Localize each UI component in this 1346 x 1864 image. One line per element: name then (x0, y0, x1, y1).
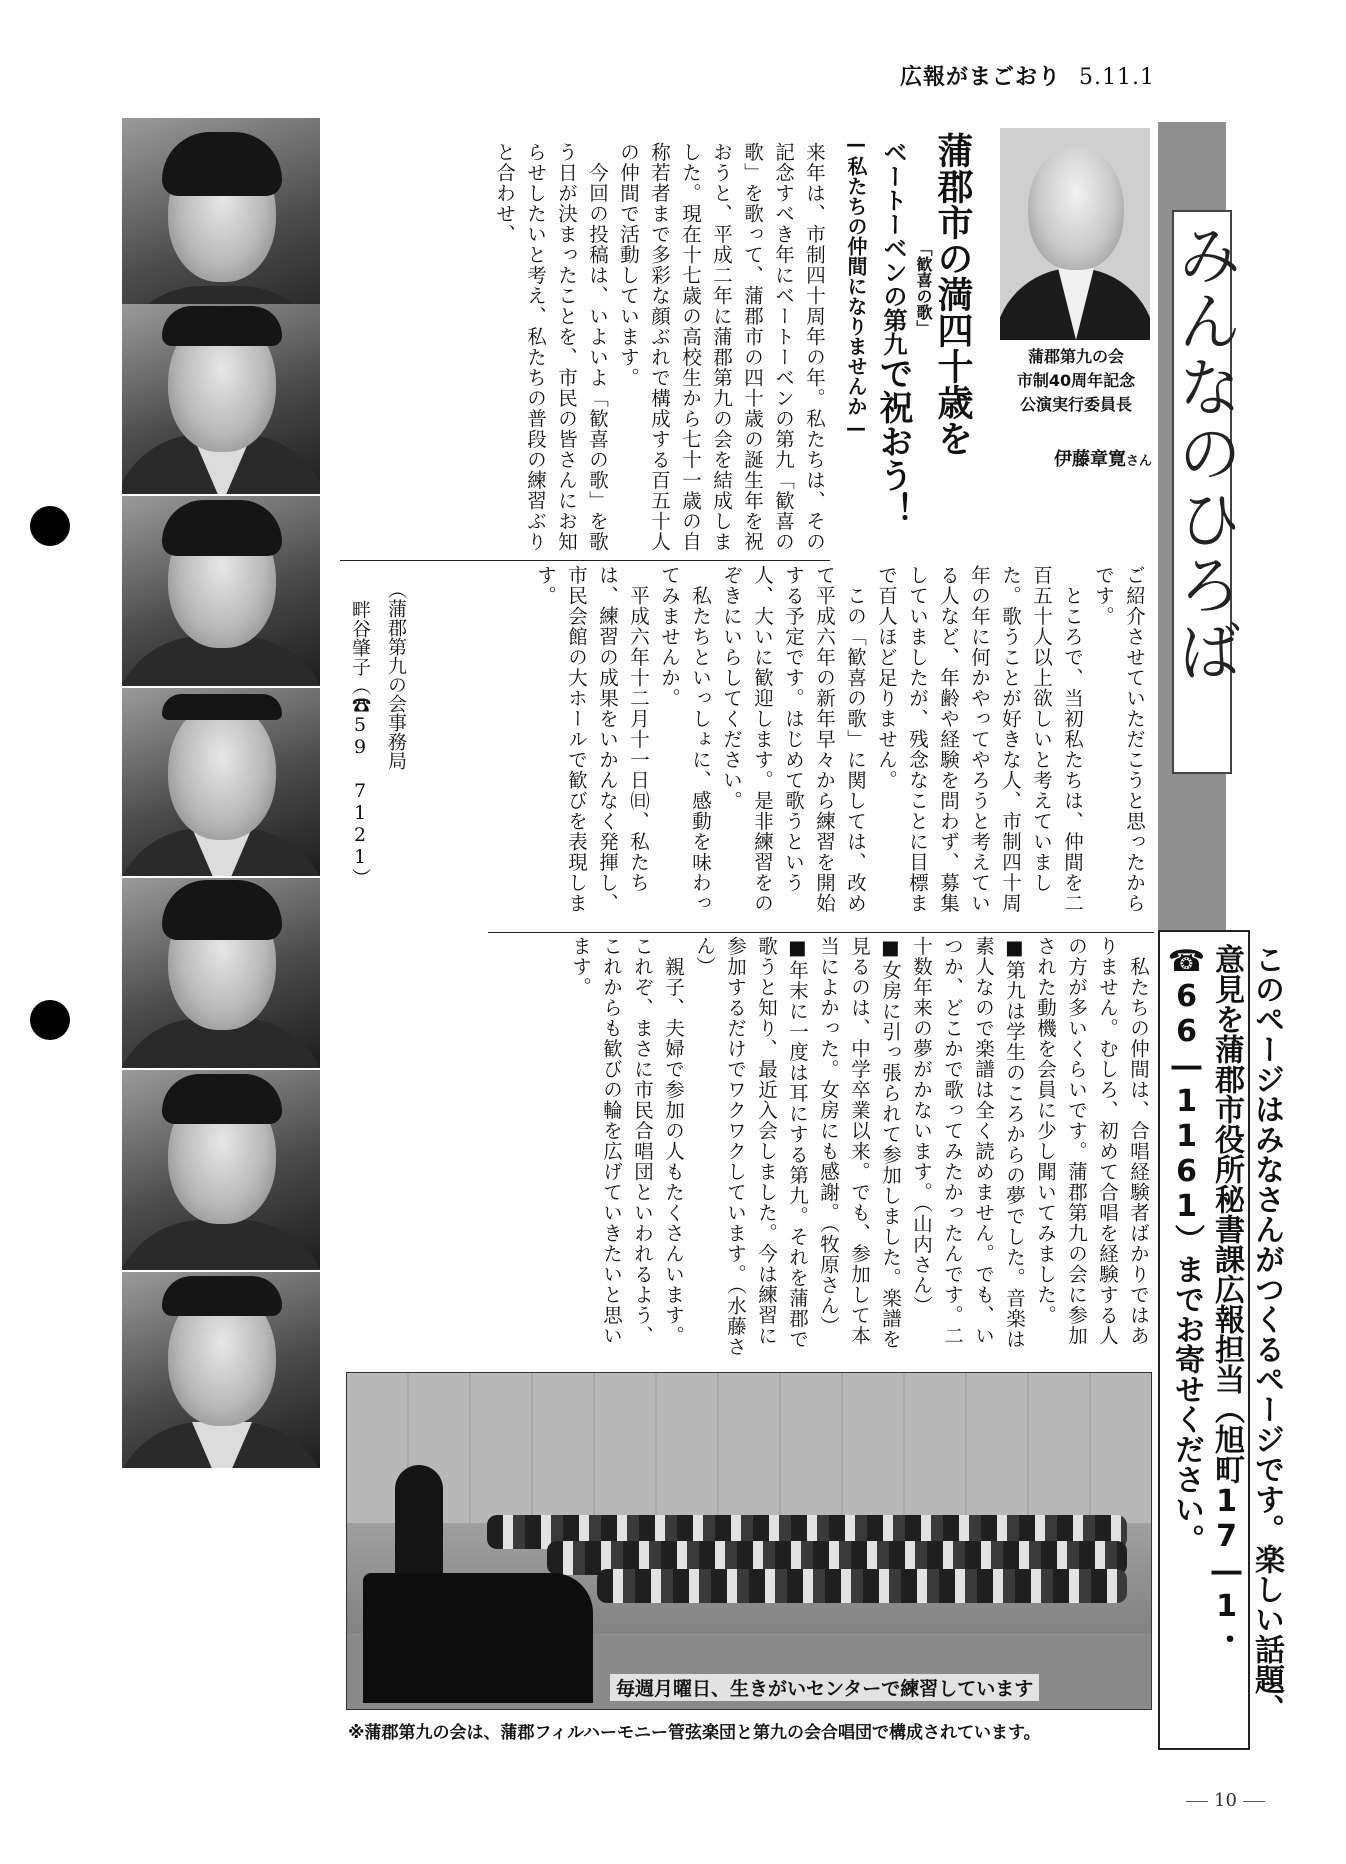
article-text-top (534, 565, 1150, 932)
chairman-name (996, 445, 1152, 471)
choir-rehearsal-photo (346, 1372, 1152, 1710)
section-title: みんなのひろば (1167, 222, 1241, 684)
page-header (900, 60, 1155, 91)
singer-photo (122, 878, 320, 1068)
chairman-portrait (1000, 128, 1150, 340)
headline: 蒲郡市の満四十歳を (932, 132, 973, 456)
caption-line: 公演実行委員長 (1019, 395, 1132, 414)
contact-person: 畔谷肇子（☎59 7121） (349, 600, 371, 887)
subheadline (873, 140, 913, 610)
intro-paragraph: 来年は、市制四十周年の年。私たちは、その記念すべき年にベートーベンの第九「歓喜の歌」を歌って、蒲郡市の四十歳の誕生年を祝おうと、平成二年に蒲郡第九の会を結成しました。現在十七歳の高校生から七十一歳の自称若者まで多彩な顔ぶれで構成する百五十人の仲間で活動しています。 今回の投稿は、いよいよ「歓喜の歌」を歌う日が決まったことを、市民の皆さんにお知らせしたいと考え、私たちの普段の練習ぶりと合わせ、 (493, 142, 826, 552)
singer-photo (122, 1272, 320, 1468)
contact-info (380, 580, 412, 920)
article-paragraph: 私たちの仲間は、合唱経験者ばかりではありません。むしろ、初めて合唱を経験する人の方が多いくらいです。蒲郡第九の会に参加された動機を会員に少し聞いてみました。 ■第九は学生のころからの夢でした。音楽は素人なので楽譜は全く読めません。でも、いつか、どこかで歌ってみたかったんです。二十数年来の夢がかないます。（山内さん） ■女房に引っ張られて参加しました。楽譜を見るのは、中学卒業以来。でも、参加して本当によかった。女房にも感謝。（牧原さん） ■年末に一度は耳にする第九。それを蒲郡で歌うと知り、最近入会しました。今は練習に参加するだけでワクワクしています。（水藤さん） 親子、夫婦で参加の人もたくさんいます。これぞ、まさに市民合唱団といわれるよう、これからも歓びの輪を広げていきたいと思います。 (569, 936, 1150, 1357)
submission-note: このページはみなさんがつくるページです。楽しい話題、意見を蒲郡市役所秘書課広報担当（旭町17―1・☎66―1161）までお寄せください。 (1169, 944, 1284, 1724)
subhead-emphasis: で祝おう！ (873, 356, 913, 526)
singer-photo (122, 304, 320, 494)
photo-caption: 毎週月曜日、生きがいセンターで練習しています (610, 1674, 1039, 1701)
caption-line: 蒲郡第九の会 (1027, 347, 1124, 366)
publication-name: 広報がまごおり (900, 65, 1062, 90)
subheadline-2: —私たちの仲間になりませんか— (844, 132, 868, 440)
punch-hole-icon (30, 506, 70, 546)
singer-photo-strip (122, 118, 320, 1758)
contact-org: （蒲郡第九の会事務局 (385, 580, 407, 770)
subhead-quote: 「歓喜の歌」 (914, 240, 933, 336)
divider (340, 560, 830, 561)
singer-photo (122, 688, 320, 876)
subhead-line: ベートーベンの第九 (879, 140, 907, 356)
page-number: 10 (1180, 1790, 1271, 1811)
portrait-caption (996, 345, 1156, 417)
footnote: ※蒲郡第九の会は、蒲郡フィルハーモニー管弦楽団と第九の会合唱団で構成されています。 (348, 1723, 1041, 1743)
article-text-bottom (492, 936, 1154, 1366)
article-paragraph: ご紹介させていただこうと思ったからです。 ところで、当初私たちは、仲間を二百五十人以上欲しいと考えていました。歌うことが好きな人、市制四十周年の年に何かやってやろうと考えている人など、年齢や経験を問わず、募集していましたが、残念なことに目標まで百人ほど足りません。 この「歓喜の歌」に関しては、改めて平成六年の新年早々から練習を開始する予定です。はじめて歌うという人、大いに歓迎します。是非練習をのぞきにいらしてください。 私たちといっしょに、感動を味わってみませんか。 平成六年十二月十一日㈰、私たちは、練習の成果をいかんなく発揮し、市民会館の大ホールで歓びを表現します。 (534, 565, 1146, 914)
divider (488, 932, 1154, 933)
honorific: さん (1125, 454, 1152, 469)
singer-photo (122, 496, 320, 686)
caption-line: 市制40周年記念 (1016, 371, 1136, 390)
intro-text (340, 142, 830, 564)
singer-photo (122, 1070, 320, 1270)
issue-date: 5.11.1 (1079, 65, 1155, 90)
chairman-name-text: 伊藤章寛 (1053, 449, 1126, 470)
punch-hole-icon (30, 1000, 70, 1040)
